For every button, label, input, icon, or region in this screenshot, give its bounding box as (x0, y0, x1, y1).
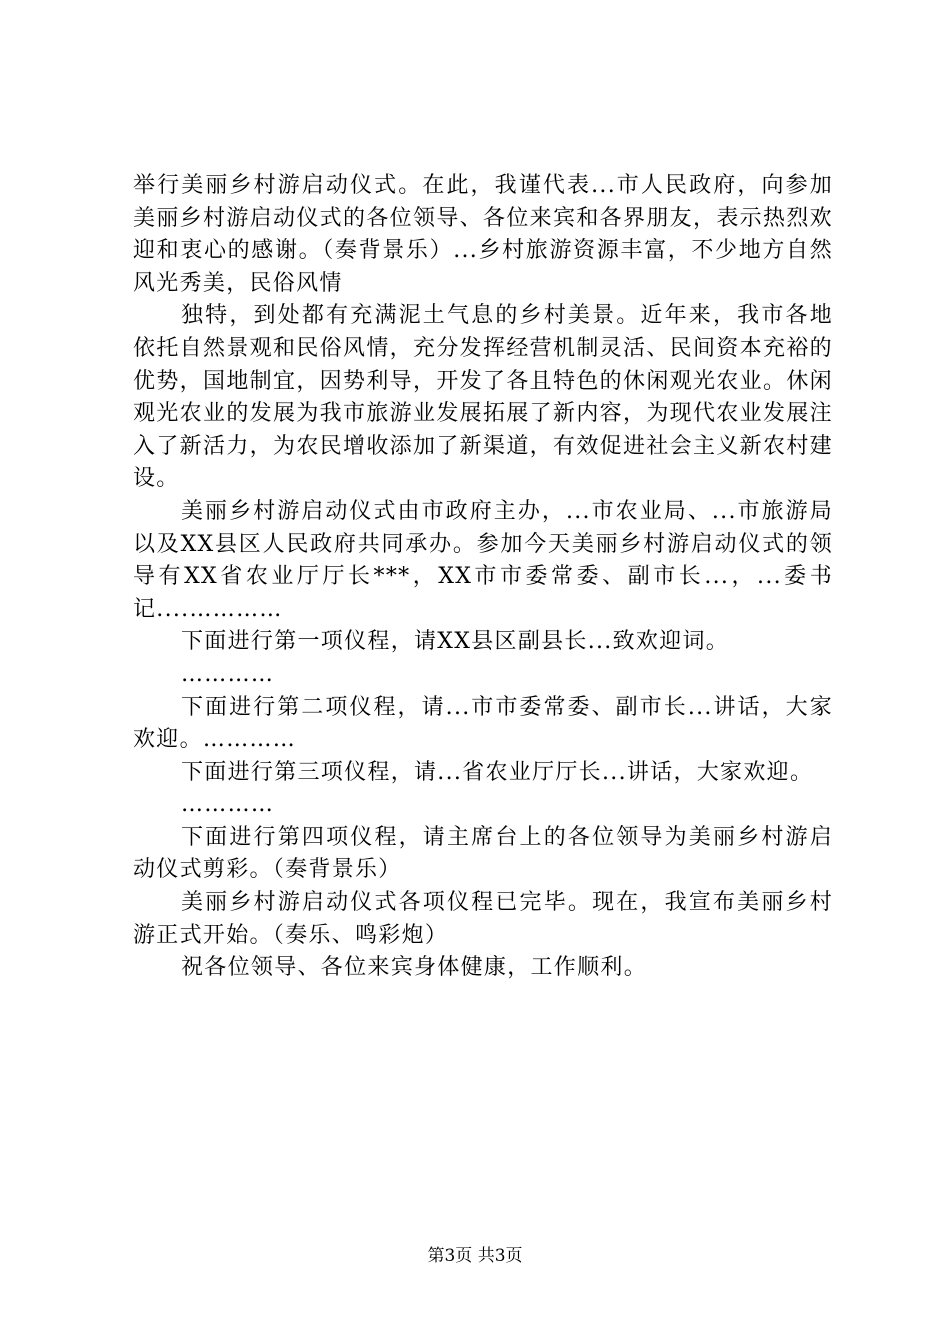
paragraph: ………… (181, 792, 275, 818)
paragraph: 美丽乡村游启动仪式由市政府主办，...市农业局、...市旅游局以及XX县区人民政府共同承办。参加今天美丽乡村游启动仪式的领导有XX省农业厅厅长***，XX市市委常委、副市长...，...委书记....………… (133, 498, 833, 622)
paragraph: 祝各位领导、各位来宾身体健康，工作顺利。 (181, 955, 648, 981)
page-footer (0, 1244, 950, 1268)
paragraph: 下面进行第二项仪程，请...市市委常委、副市长...讲话，大家欢迎。………… (133, 694, 833, 753)
paragraph: 下面进行第一项仪程，请XX县区副县长...致欢迎词。 (181, 629, 730, 655)
document-body (133, 170, 833, 985)
paragraph: 举行美丽乡村游启动仪式。在此，我谨代表...市人民政府，向参加美丽乡村游启动仪式的各位领导、各位来宾和各界朋友，表示热烈欢迎和衷心的感谢。（奏背景乐）...乡村旅游资源丰富，不少地方自然风光秀美，民俗风情 (133, 173, 833, 296)
paragraph: 下面进行第四项仪程，请主席台上的各位领导为美丽乡村游启动仪式剪彩。（奏背景乐） (133, 824, 833, 883)
page-number: 第3页 共3页 (427, 1246, 523, 1266)
paragraph: ………… (181, 661, 275, 687)
paragraph: 下面进行第三项仪程，请...省农业厅厅长...讲话，大家欢迎。 (181, 759, 814, 785)
paragraph: 独特，到处都有充满泥土气息的乡村美景。近年来，我市各地依托自然景观和民俗风情，充分发挥经营机制灵活、民间资本充裕的优势，国地制宜，因势利导，开发了各且特色的休闲观光农业。休闲观光农业的发展为我市旅游业发展拓展了新内容，为现代农业发展注入了新活力，为农民增收添加了新渠道，有效促进社会主义新农村建设。 (133, 303, 833, 492)
paragraph: 美丽乡村游启动仪式各项仪程已完毕。现在，我宣布美丽乡村游正式开始。（奏乐、鸣彩炮） (133, 890, 833, 948)
